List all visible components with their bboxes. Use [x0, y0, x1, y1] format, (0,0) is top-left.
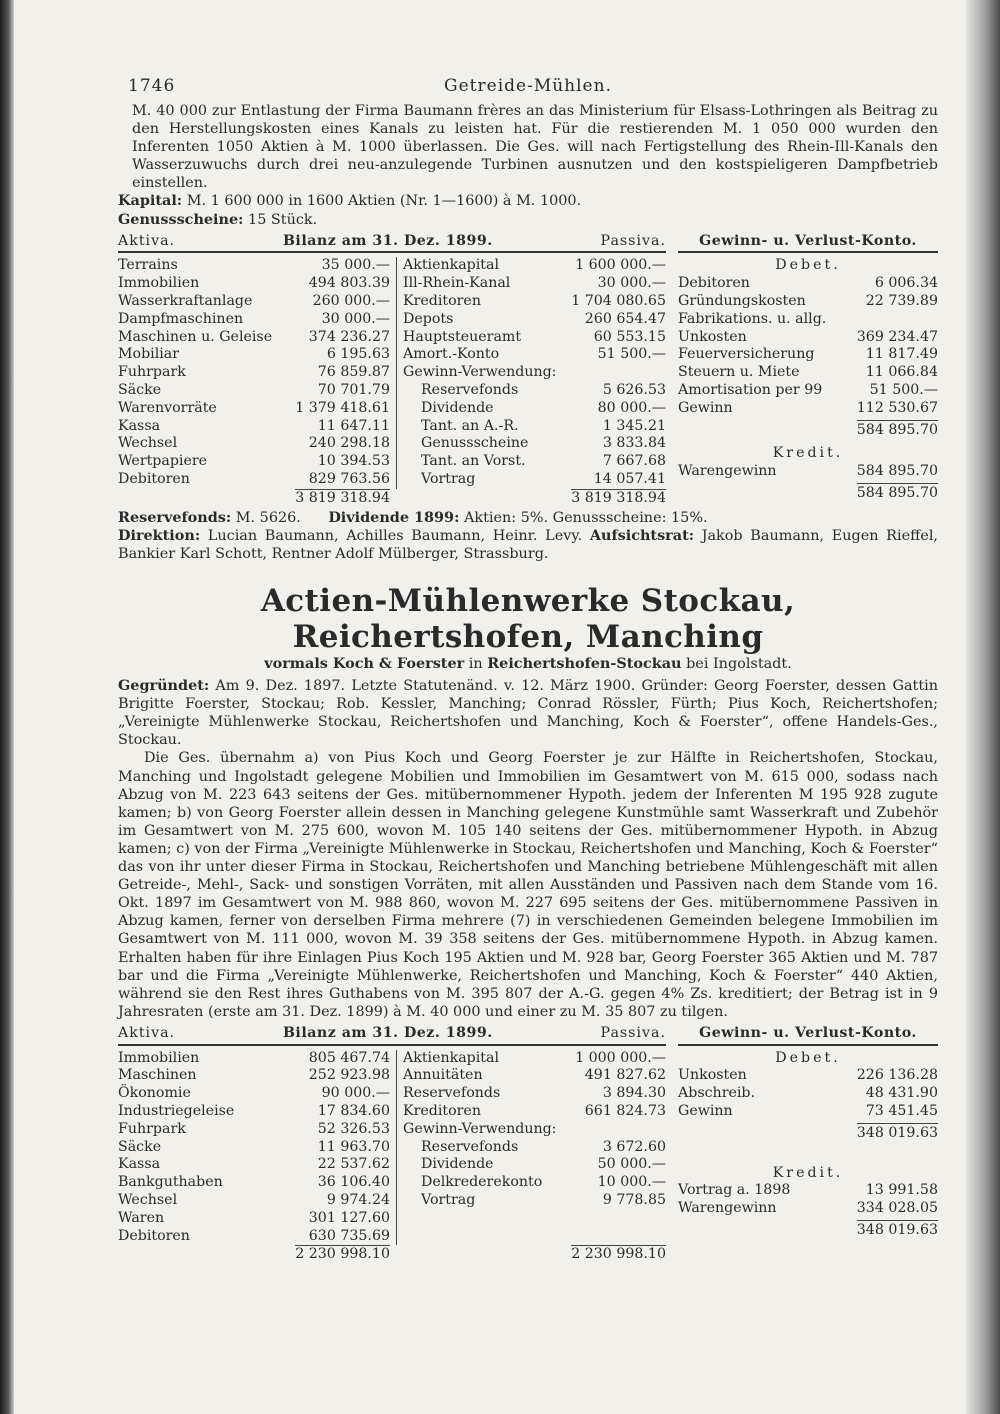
ledger-row — [403, 293, 666, 311]
ledger-label: Vortrag — [421, 1192, 476, 1209]
ledger-row — [403, 418, 666, 436]
ledger-row — [678, 311, 938, 329]
ledger-label: Dividende — [421, 399, 494, 416]
ledger-row — [678, 463, 938, 481]
ledger-row — [118, 400, 390, 418]
ledger-value: 52 326.53 — [317, 1120, 390, 1137]
ledger-row — [118, 382, 390, 400]
ledger-value: 7 667.68 — [602, 453, 666, 470]
ledger-row — [678, 1067, 938, 1085]
ledger-value: 13 991.58 — [865, 1182, 938, 1199]
ledger-value: 661 824.73 — [584, 1103, 666, 1120]
ledger-value: 30 000.— — [321, 310, 390, 327]
ledger-value: 494 803.39 — [308, 275, 390, 292]
ledger-value: 36 106.40 — [317, 1174, 390, 1191]
ledger-value: 14 057.41 — [593, 471, 666, 488]
kredit-label: Kredit. — [772, 445, 844, 462]
ledger-value: 51 500.— — [869, 382, 938, 399]
kredit-label: Kredit. — [772, 1164, 844, 1181]
ledger-label: Abschreib. — [678, 1085, 755, 1102]
ledger-label: Wechsel — [118, 1192, 178, 1209]
ledger-row — [403, 1067, 666, 1085]
gegruendet-paragraph — [118, 677, 938, 749]
top-bilanz — [118, 233, 666, 509]
genuss-line — [118, 211, 938, 229]
ledger-row — [678, 275, 938, 293]
top-financials — [118, 233, 938, 509]
bilanz-title: Bilanz am 31. Dez. 1899. — [282, 232, 493, 249]
ledger-row — [118, 1228, 390, 1246]
ledger-row — [118, 1085, 390, 1103]
ledger-label: Steuern u. Miete — [678, 364, 800, 381]
former-name: vormals Koch & Foerster — [264, 655, 465, 673]
passiva-total: 2 230 998.10 — [571, 1246, 666, 1263]
ledger-value: 252 923.98 — [308, 1067, 390, 1084]
direktion-label: Direktion: — [118, 526, 201, 544]
former-place: Reichertshofen-Stockau — [487, 655, 682, 673]
ledger-label: Säcke — [118, 382, 162, 399]
ledger-value: 9 778.85 — [602, 1192, 666, 1209]
ledger-label: Fuhrpark — [118, 364, 186, 381]
ledger-value: 374 236.27 — [308, 328, 390, 345]
ledger-label: Industriegeleise — [118, 1103, 235, 1120]
ledger-value: 584 895.70 — [856, 463, 938, 480]
ledger-value: 301 127.60 — [308, 1209, 390, 1226]
ledger-label: Maschinen u. Geleise — [118, 328, 273, 345]
debet-label: Debet. — [775, 1049, 841, 1066]
ledger-value: 76 859.87 — [317, 364, 390, 381]
aufsicht-label: Aufsichtsrat: — [589, 526, 695, 544]
company-financials — [118, 1025, 938, 1264]
ledger-value: 50 000.— — [597, 1156, 666, 1173]
ledger-value: 1 704 080.65 — [571, 293, 666, 310]
ledger-row — [118, 471, 390, 489]
ledger-row — [678, 329, 938, 347]
ledger-label: Depots — [403, 310, 454, 327]
ledger-label: Terrains — [118, 257, 178, 274]
ledger-label: Wertpapiere — [118, 453, 208, 470]
ledger-row — [403, 1156, 666, 1174]
ledger-label: Gründungskosten — [678, 293, 806, 310]
guv-title: Gewinn- u. Verlust-Konto. — [699, 232, 917, 249]
ledger-row — [118, 1103, 390, 1121]
ledger-row — [118, 257, 390, 275]
genuss-label: Genussscheine: — [118, 210, 244, 228]
book-binding-right — [966, 0, 1000, 1414]
ledger-row — [403, 1192, 666, 1210]
top-debet-list — [678, 275, 938, 417]
ledger-label: Aktienkapital — [403, 1049, 499, 1066]
ledger-label: Ill-Rhein-Kanal — [403, 275, 511, 292]
top-guv — [678, 233, 938, 509]
reserve-label: Reservefonds: — [118, 508, 232, 526]
debet-total: 584 895.70 — [856, 421, 938, 438]
ledger-label: Tant. an Vorst. — [421, 453, 526, 470]
ledger-row — [118, 293, 390, 311]
top-aktiva-list — [118, 257, 397, 488]
kapital-label: Kapital: — [118, 192, 183, 210]
ledger-row — [678, 400, 938, 418]
ledger-label: Vortrag — [421, 471, 476, 488]
ledger-row — [403, 329, 666, 347]
ledger-row — [403, 435, 666, 453]
ledger-label: Immobilien — [118, 1049, 200, 1066]
gewinn-verwendung-label: Gewinn-Verwendung: — [403, 1120, 557, 1137]
ledger-row — [118, 453, 390, 471]
ledger-row — [118, 364, 390, 382]
ledger-value: 3 894.30 — [602, 1085, 666, 1102]
bilanz-title: Bilanz am 31. Dez. 1899. — [282, 1024, 493, 1041]
ledger-label: Reservefonds — [403, 1085, 501, 1102]
ledger-label: Mobiliar — [118, 346, 180, 363]
ledger-label: Gewinn — [678, 1103, 733, 1120]
ledger-row — [118, 1156, 390, 1174]
ledger-label: Kassa — [118, 417, 161, 434]
ledger-value: 9 974.24 — [326, 1192, 390, 1209]
kapital-line — [118, 192, 938, 210]
aktiva-total: 2 230 998.10 — [295, 1246, 390, 1263]
genuss-text: 15 Stück. — [248, 211, 318, 228]
ledger-value: 1 345.21 — [602, 417, 666, 434]
ledger-value: 240 298.18 — [308, 435, 390, 452]
ledger-value: 1 000 000.— — [575, 1049, 666, 1066]
ledger-row — [678, 382, 938, 400]
ledger-label: Hauptsteueramt — [403, 328, 522, 345]
ledger-value: 1 600 000.— — [575, 257, 666, 274]
former-in: in — [468, 656, 483, 673]
debet-total: 348 019.63 — [856, 1124, 938, 1141]
ledger-label: Ökonomie — [118, 1085, 191, 1102]
ledger-value: 90 000.— — [321, 1085, 390, 1102]
ledger-row — [678, 1085, 938, 1103]
running-title: Getreide-Mühlen. — [444, 76, 612, 96]
aufsicht-text: Jakob Baumann, Eugen Rieffel, Bankier Karl Schott, Rentner Adolf Mülberger, Strassburg. — [118, 527, 938, 562]
ledger-value: 11 647.11 — [317, 417, 390, 434]
ledger-value: 260 000.— — [312, 293, 390, 310]
ledger-label: Warengewinn — [678, 1200, 777, 1217]
ledger-label: Delkrederekonto — [421, 1174, 543, 1191]
page — [118, 62, 938, 1264]
ledger-value: 11 963.70 — [317, 1138, 390, 1155]
ledger-value: 6 195.63 — [326, 346, 390, 363]
ledger-value: 73 451.45 — [865, 1103, 938, 1120]
ledger-value: 70 701.79 — [317, 382, 390, 399]
ledger-value: 334 028.05 — [856, 1200, 938, 1217]
ledger-label: Wechsel — [118, 435, 178, 452]
ledger-value: 35 000.— — [321, 257, 390, 274]
company-body: Die Ges. übernahm a) von Pius Koch und Georg Foerster je zur Hälfte in Reichertshofen, Stockau, Manching und Ingolstadt gelegene Mobilien und Immobilien im Gesamtwert von M. 615 000, sodass nach Abzug von M. 223 643 seitens der Ges. mitübernommener Hypoth. jedem der Inferenten M 195 928 zugute kamen; b) von Georg Foerster allein dessen in Manching gelegene Kunstmühle samt Wasserkraft und Zubehör im Gesamtwert von M. 275 600, wovon M. 105 140 seitens der Ges. mitübernommener Hypoth. in Abzug kamen; c) von der Firma „Vereinigte Mühlenwerke in Stockau, Reichertshofen und Manching, Koch & Foerster“ das von ihr unter dieser Firma in Stockau, Reichertshofen und Manching betriebene Mühlengeschäft mit allen Getreide-, Mehl-, Sack- und sonstigen Vorräten, mit allen Ausständen und Passiven nach dem Stande vom 16. Okt. 1897 im Gesamtwert von M. 988 860, wovon M. 227 695 seitens der Ges. mitübernommene Passiven in Abzug kamen, ferner von derselben Firma mehrere (7) in verschiedenen Gemeinden belegene Immobilien im Gesamtwert von M. 111 000, wovon M. 39 358 seitens der Ges. mitübernommene Hypoth. in Abzug kamen. Erhalten haben für ihre Einlagen Pius Koch 195 Aktien und M. 928 bar, Georg Foerster 365 Aktien und M. 787 bar und die Firma „Vereinigte Mühlenwerke, Reichertshofen und Manching, Koch & Foerster“ 440 Aktien, während sie den Rest ihres Guthabens von M. 395 807 der A.-G. gegen 4% Zs. kreditiert; der Betrag ist in 9 Jahresraten (erste am 31. Dez. 1899) à M. 40 000 und einer zu M. 35 807 zu tilgen. — [118, 750, 938, 1020]
ledger-row — [118, 1121, 390, 1139]
ledger-row — [678, 293, 938, 311]
company-title: Actien-Mühlenwerke Stockau, Reichertshofen, Manching — [260, 583, 796, 656]
ledger-label: Wasserkraftanlage — [118, 293, 253, 310]
ledger-label: Amort.-Konto — [403, 346, 500, 363]
ledger-label: Dampfmaschinen — [118, 310, 244, 327]
ledger-row — [118, 329, 390, 347]
ledger-label: Debitoren — [118, 1227, 190, 1244]
ledger-row — [118, 275, 390, 293]
passiva-label: Passiva. — [600, 1024, 666, 1041]
dividende-text: Aktien: 5%. Genussscheine: 15%. — [463, 509, 708, 526]
gegruendet-label: Gegründet: — [118, 677, 210, 695]
ledger-row — [403, 1085, 666, 1103]
ledger-value: 805 467.74 — [308, 1049, 390, 1066]
ledger-value: 829 763.56 — [308, 471, 390, 488]
ledger-row — [678, 1182, 938, 1200]
ledger-label: Aktienkapital — [403, 257, 499, 274]
ledger-value: 5 626.53 — [602, 382, 666, 399]
book-binding-left — [0, 0, 14, 1414]
ledger-value: 48 431.90 — [865, 1085, 938, 1102]
ledger-label: Maschinen — [118, 1067, 197, 1084]
ledger-value: 112 530.67 — [856, 399, 938, 416]
ledger-row — [118, 1210, 390, 1228]
kredit-total: 584 895.70 — [856, 485, 938, 502]
ledger-value: 3 672.60 — [602, 1138, 666, 1155]
ledger-label: Feuerversicherung — [678, 346, 815, 363]
page-number: 1746 — [128, 76, 176, 96]
ledger-value: 10 394.53 — [317, 453, 390, 470]
gewinn-verwendung-label: Gewinn-Verwendung: — [403, 364, 557, 381]
ledger-value: 11 817.49 — [865, 346, 938, 363]
ledger-value: 630 735.69 — [308, 1227, 390, 1244]
ledger-value: 10 000.— — [597, 1174, 666, 1191]
ledger-row — [403, 471, 666, 489]
ledger-label: Fabrikations. u. allg. — [678, 310, 827, 327]
ledger-value: 60 553.15 — [593, 328, 666, 345]
company-subtitle — [118, 655, 938, 673]
ledger-label: Debitoren — [678, 275, 750, 292]
ledger-label: Kreditoren — [403, 1103, 481, 1120]
ledger-label: Kreditoren — [403, 293, 481, 310]
ledger-row — [118, 435, 390, 453]
aktiva-label: Aktiva. — [118, 232, 176, 249]
ledger-value: 17 834.60 — [317, 1103, 390, 1120]
ledger-row — [678, 1200, 938, 1218]
ledger-value: 11 066.84 — [865, 364, 938, 381]
ledger-value: 30 000.— — [597, 275, 666, 292]
ledger-label: Waren — [118, 1209, 165, 1226]
ledger-row — [678, 346, 938, 364]
top-bilanz-header — [118, 233, 666, 254]
ledger-label: Reservefonds — [421, 1138, 519, 1155]
ledger-label: Dividende — [421, 1156, 494, 1173]
ledger-row — [118, 1174, 390, 1192]
company-aktiva-list — [118, 1050, 397, 1246]
ledger-label: Warengewinn — [678, 463, 777, 480]
ledger-value: 51 500.— — [597, 346, 666, 363]
ledger-label: Vortrag a. 1898 — [678, 1182, 791, 1199]
ledger-row — [403, 382, 666, 400]
ledger-row — [403, 311, 666, 329]
ledger-row — [403, 257, 666, 275]
top-kredit-list — [678, 463, 938, 481]
direktion-line — [118, 527, 938, 563]
ledger-label: Kassa — [118, 1156, 161, 1173]
ledger-label: Debitoren — [118, 471, 190, 488]
ledger-row — [403, 1050, 666, 1068]
company-guv — [678, 1025, 938, 1264]
ledger-value: 6 006.34 — [874, 275, 938, 292]
ledger-label: Genussscheine — [421, 435, 529, 452]
ledger-row — [403, 400, 666, 418]
company-debet-list — [678, 1067, 938, 1120]
top-passiva-list — [397, 257, 666, 488]
ledger-label: Unkosten — [678, 328, 747, 345]
gegruendet-text: Am 9. Dez. 1897. Letzte Statutenänd. v. 12. März 1900. Gründer: Georg Foerster, dessen Gattin Brigitte Foerster, Stockau; Rob. Kessler, Manching; Conrad Rössler, Fürth; Pius Koch, Reichertshofen; „Vereinigte Mühlenwerke Stockau, Reichertshofen und Manching, Koch & Foerster“, offene Handels-Ges., Stockau. — [118, 678, 938, 749]
ledger-row — [403, 275, 666, 293]
ledger-value: 369 234.47 — [856, 328, 938, 345]
ledger-value: 3 833.84 — [602, 435, 666, 452]
ledger-label: Unkosten — [678, 1067, 747, 1084]
company-passiva-list — [397, 1050, 666, 1246]
ledger-value: 22 739.89 — [865, 293, 938, 310]
ledger-row — [118, 1067, 390, 1085]
ledger-value: 491 827.62 — [584, 1067, 666, 1084]
ledger-label: Immobilien — [118, 275, 200, 292]
aktiva-label: Aktiva. — [118, 1024, 176, 1041]
ledger-label: Tant. an A.-R. — [421, 417, 519, 434]
ledger-row — [403, 1139, 666, 1157]
ledger-label: Bankguthaben — [118, 1174, 223, 1191]
ledger-label: Warenvorräte — [118, 399, 217, 416]
ledger-row — [118, 311, 390, 329]
ledger-value: 226 136.28 — [856, 1067, 938, 1084]
ledger-row — [403, 453, 666, 471]
former-suffix: bei Ingolstadt. — [686, 656, 792, 673]
ledger-row — [678, 364, 938, 382]
ledger-row — [678, 1103, 938, 1121]
ledger-row — [118, 346, 390, 364]
ledger-row — [118, 1050, 390, 1068]
intro-paragraph: M. 40 000 zur Entlastung der Firma Baumann frères an das Ministerium für Elsass-Lothringen als Beitrag zu den Herstellungskosten eines Kanals zu leisten hat. Für die restierenden M. 1 050 000 wurden den Inferenten 1050 Aktien à M. 1000 überlassen. Die Ges. will nach Fertigstellung des Rhein-Ill-Kanals den Wasserzuwuchs durch drei neu-anzulegende Turbinen ausnutzen und den kostspieligeren Dampfbetrieb einstellen. — [132, 103, 938, 192]
company-kredit-list — [678, 1182, 938, 1218]
ledger-row — [118, 1139, 390, 1157]
ledger-label: Annuitäten — [403, 1067, 483, 1084]
ledger-value: 260 654.47 — [584, 310, 666, 327]
ledger-row — [118, 1192, 390, 1210]
kredit-total: 348 019.63 — [856, 1222, 938, 1239]
reserve-dividende-line — [118, 509, 938, 527]
dividende-label: Dividende 1899: — [328, 508, 460, 526]
ledger-label: Säcke — [118, 1138, 162, 1155]
passiva-total: 3 819 318.94 — [571, 489, 666, 506]
ledger-row — [403, 346, 666, 364]
ledger-value: 80 000.— — [597, 399, 666, 416]
ledger-label: Amortisation per 99 — [678, 382, 823, 399]
ledger-row — [403, 1103, 666, 1121]
company-bilanz — [118, 1025, 666, 1264]
passiva-label: Passiva. — [600, 232, 666, 249]
aktiva-total: 3 819 318.94 — [295, 489, 390, 506]
debet-label: Debet. — [775, 257, 841, 274]
guv-title: Gewinn- u. Verlust-Konto. — [699, 1024, 917, 1041]
ledger-row — [403, 1174, 666, 1192]
ledger-row — [118, 418, 390, 436]
ledger-label: Reservefonds — [421, 382, 519, 399]
kapital-text: M. 1 600 000 in 1600 Aktien (Nr. 1—1600) à M. 1000. — [186, 193, 582, 210]
ledger-value: 22 537.62 — [317, 1156, 390, 1173]
ledger-value: 1 379 418.61 — [295, 399, 390, 416]
direktion-text: Lucian Baumann, Achilles Baumann, Heinr. Levy. — [207, 527, 583, 544]
running-header — [118, 62, 938, 102]
ledger-label: Fuhrpark — [118, 1120, 186, 1137]
ledger-label: Gewinn — [678, 399, 733, 416]
reserve-text: M. 5626. — [235, 509, 301, 526]
